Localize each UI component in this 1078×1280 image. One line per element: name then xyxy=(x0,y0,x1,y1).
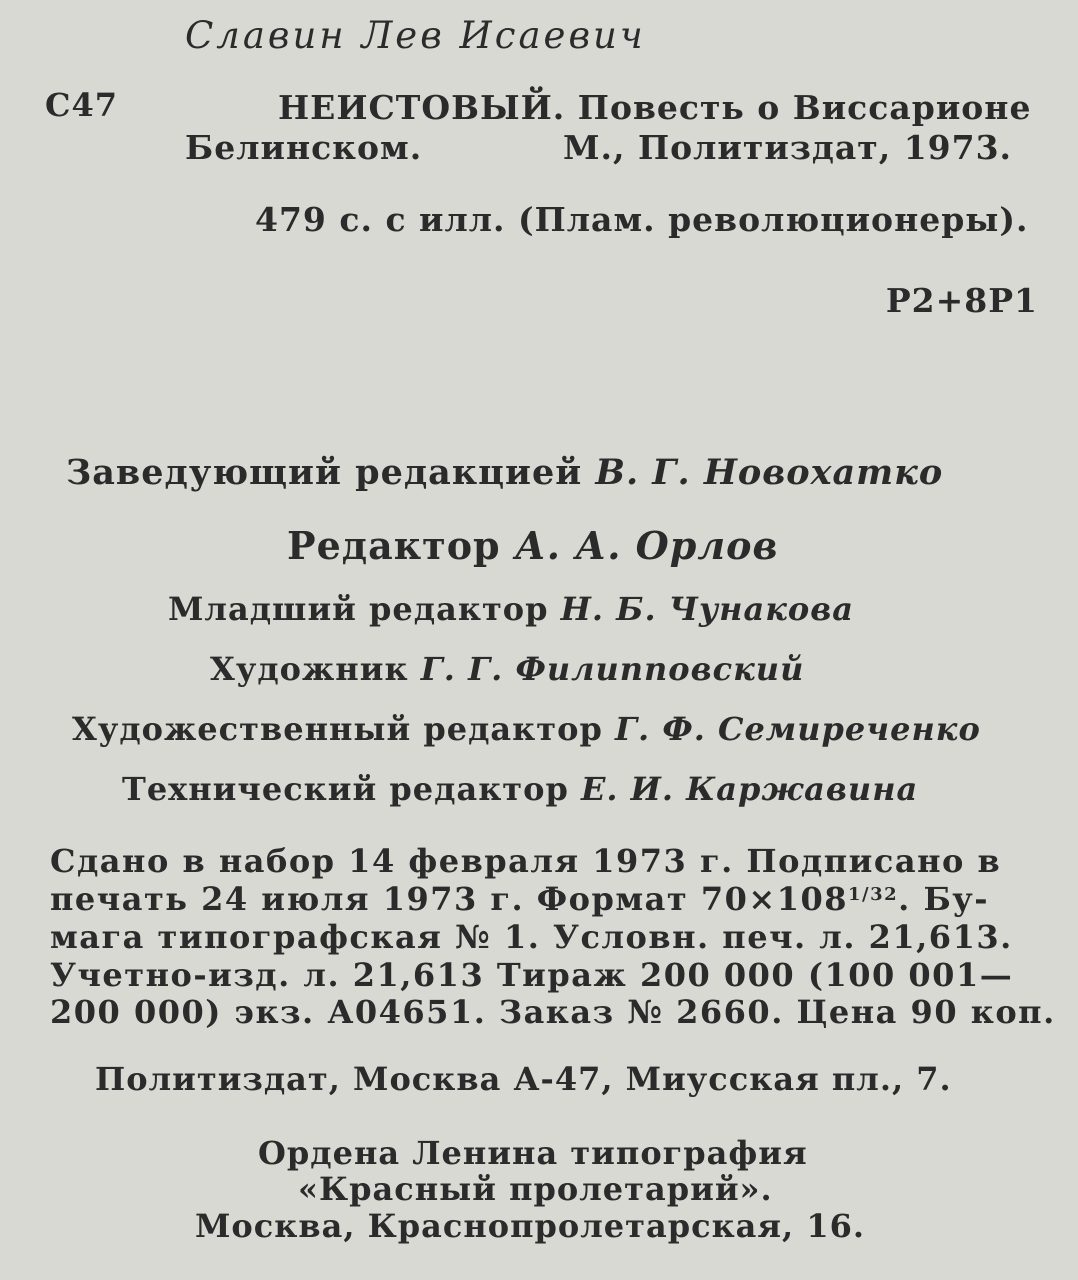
format-fraction: 1/32 xyxy=(848,884,899,905)
credit-role: Редактор xyxy=(287,523,501,568)
credit-person: Г. Г. Филипповский xyxy=(420,650,805,688)
printer-line2: «Красный пролетарий». xyxy=(298,1170,773,1208)
credit-role: Технический редактор xyxy=(122,770,569,808)
publisher-address: Политиздат, Москва А-47, Миусская пл., 7. xyxy=(95,1060,952,1098)
imprint-line4: Учетно-изд. л. 21,613 Тираж 200 000 (100 001— xyxy=(50,956,1014,994)
credit-tech-editor xyxy=(122,770,918,808)
credit-role: Заведующий редакцией xyxy=(66,452,583,493)
credit-role: Художественный редактор xyxy=(72,710,603,748)
credit-person: Н. Б. Чунакова xyxy=(560,590,854,628)
printer-line3: Москва, Краснопролетарская, 16. xyxy=(195,1207,865,1245)
credit-person: В. Г. Новохатко xyxy=(595,452,944,493)
imprint-line2 xyxy=(50,880,989,918)
imprint-line2-pre: печать 24 июля 1973 г. Формат 70×108 xyxy=(50,880,848,918)
credit-artist xyxy=(210,650,804,688)
credit-person: Г. Ф. Семиреченко xyxy=(614,710,981,748)
bbk-index: Р2+8Р1 xyxy=(885,281,1038,320)
credit-head-editor xyxy=(66,452,943,493)
imprint-line1: Сдано в набор 14 февраля 1973 г. Подписано в xyxy=(50,842,1002,880)
credit-role: Художник xyxy=(210,650,409,688)
credit-role: Младший редактор xyxy=(168,590,549,628)
catalog-code: С47 xyxy=(45,86,118,124)
credit-person: А. А. Орлов xyxy=(514,523,779,568)
credit-art-editor xyxy=(72,710,981,748)
printer-line1: Ордена Ленина типография xyxy=(258,1134,808,1172)
book-title-line1: НЕИСТОВЫЙ. Повесть о Виссарионе xyxy=(278,88,1032,127)
credit-person: Е. И. Каржавина xyxy=(580,770,919,808)
book-title-line3: 479 с. с илл. (Плам. революционеры). xyxy=(255,200,1029,239)
book-title-line2a: Белинском. xyxy=(185,128,423,167)
credit-junior-editor xyxy=(168,590,854,628)
book-title-line2b: М., Политиздат, 1973. xyxy=(563,128,1013,167)
imprint-line2-post: . Бу- xyxy=(898,880,990,918)
imprint-line5: 200 000) экз. А04651. Заказ № 2660. Цена 90 коп. xyxy=(50,993,1056,1031)
imprint-line3: мага типографская № 1. Условн. печ. л. 21,613. xyxy=(50,918,1013,956)
credit-editor xyxy=(287,523,778,568)
author-name: Славин Лев Исаевич xyxy=(185,14,646,57)
